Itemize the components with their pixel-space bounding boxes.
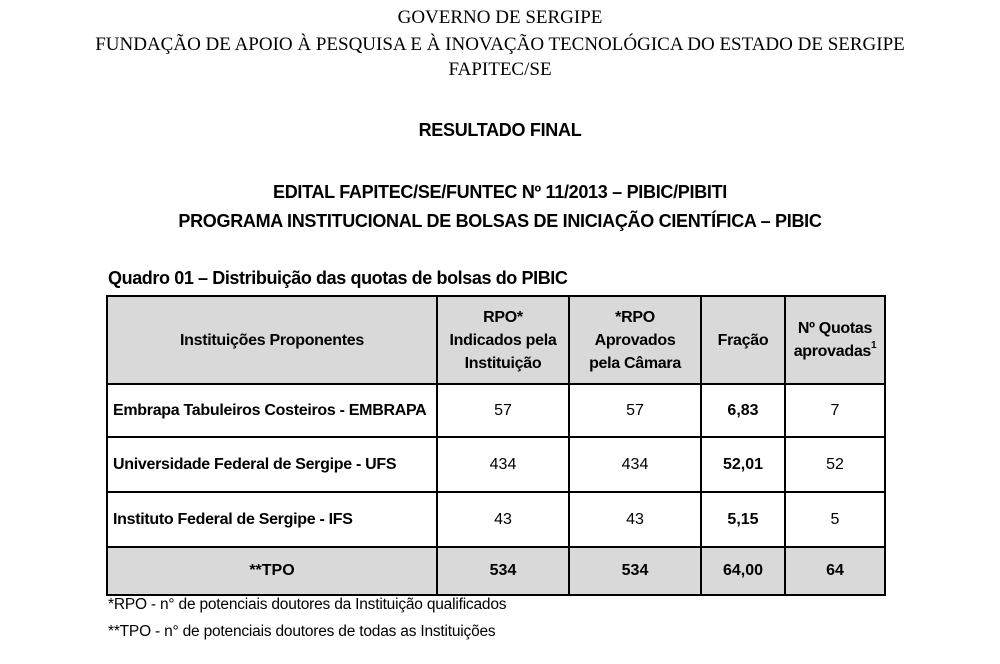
cell-fraction: 6,83 bbox=[701, 384, 785, 437]
header-line-1: GOVERNO DE SERGIPE bbox=[397, 7, 603, 28]
cell-quotas: 7 bbox=[785, 384, 885, 437]
cell-rpo-approved: 434 bbox=[569, 437, 701, 492]
result-title: RESULTADO FINAL bbox=[418, 120, 582, 140]
footnote-marker: 1 bbox=[871, 340, 877, 351]
program-title: PROGRAMA INSTITUCIONAL DE BOLSAS DE INICIAÇÃO CIENTÍFICA – PIBIC bbox=[178, 211, 822, 231]
table-total-row bbox=[107, 547, 885, 595]
table-row bbox=[107, 384, 885, 437]
header-line-2: FUNDAÇÃO DE APOIO À PESQUISA E À INOVAÇÃO TECNOLÓGICA DO ESTADO DE SERGIPE bbox=[95, 34, 905, 55]
cell-rpo-indicated: 43 bbox=[437, 492, 569, 547]
footnote-tpo: **TPO - n° de potenciais doutores de todas as Instituições bbox=[108, 623, 496, 640]
cell-fraction: 52,01 bbox=[701, 437, 785, 492]
table-row bbox=[107, 492, 885, 547]
header-rpo-indicated: RPO* Indicados pela Instituição bbox=[437, 296, 569, 384]
cell-institution: Embrapa Tabuleiros Costeiros - EMBRAPA bbox=[107, 384, 437, 437]
cell-rpo-indicated: 434 bbox=[437, 437, 569, 492]
footnote-rpo: *RPO - n° de potenciais doutores da Instituição qualificados bbox=[108, 596, 507, 613]
cell-fraction: 5,15 bbox=[701, 492, 785, 547]
table-row bbox=[107, 437, 885, 492]
cell-institution: Universidade Federal de Sergipe - UFS bbox=[107, 437, 437, 492]
cell-rpo-approved: 43 bbox=[569, 492, 701, 547]
header-institution: Instituições Proponentes bbox=[107, 296, 437, 384]
quota-table bbox=[106, 295, 886, 596]
cell-total-quotas: 64 bbox=[785, 547, 885, 595]
header-rpo-approved: *RPO Aprovados pela Câmara bbox=[569, 296, 701, 384]
cell-quotas: 5 bbox=[785, 492, 885, 547]
header-quotas: Nº Quotas aprovadas$^1$ bbox=[785, 296, 885, 384]
cell-total-rpo-approved: 534 bbox=[569, 547, 701, 595]
cell-total-label: **TPO bbox=[107, 547, 437, 595]
cell-rpo-approved: 57 bbox=[569, 384, 701, 437]
cell-institution: Instituto Federal de Sergipe - IFS bbox=[107, 492, 437, 547]
header-line-3: FAPITEC/SE bbox=[448, 59, 552, 80]
cell-rpo-indicated: 57 bbox=[437, 384, 569, 437]
edital-title: EDITAL FAPITEC/SE/FUNTEC Nº 11/2013 – PIBIC/PIBITI bbox=[272, 182, 728, 202]
cell-total-rpo-indicated: 534 bbox=[437, 547, 569, 595]
cell-quotas: 52 bbox=[785, 437, 885, 492]
header-fraction: Fração bbox=[701, 296, 785, 384]
cell-total-fraction: 64,00 bbox=[701, 547, 785, 595]
table-caption: Quadro 01 – Distribuição das quotas de bolsas do PIBIC bbox=[108, 268, 568, 288]
table-header-row bbox=[107, 296, 885, 384]
